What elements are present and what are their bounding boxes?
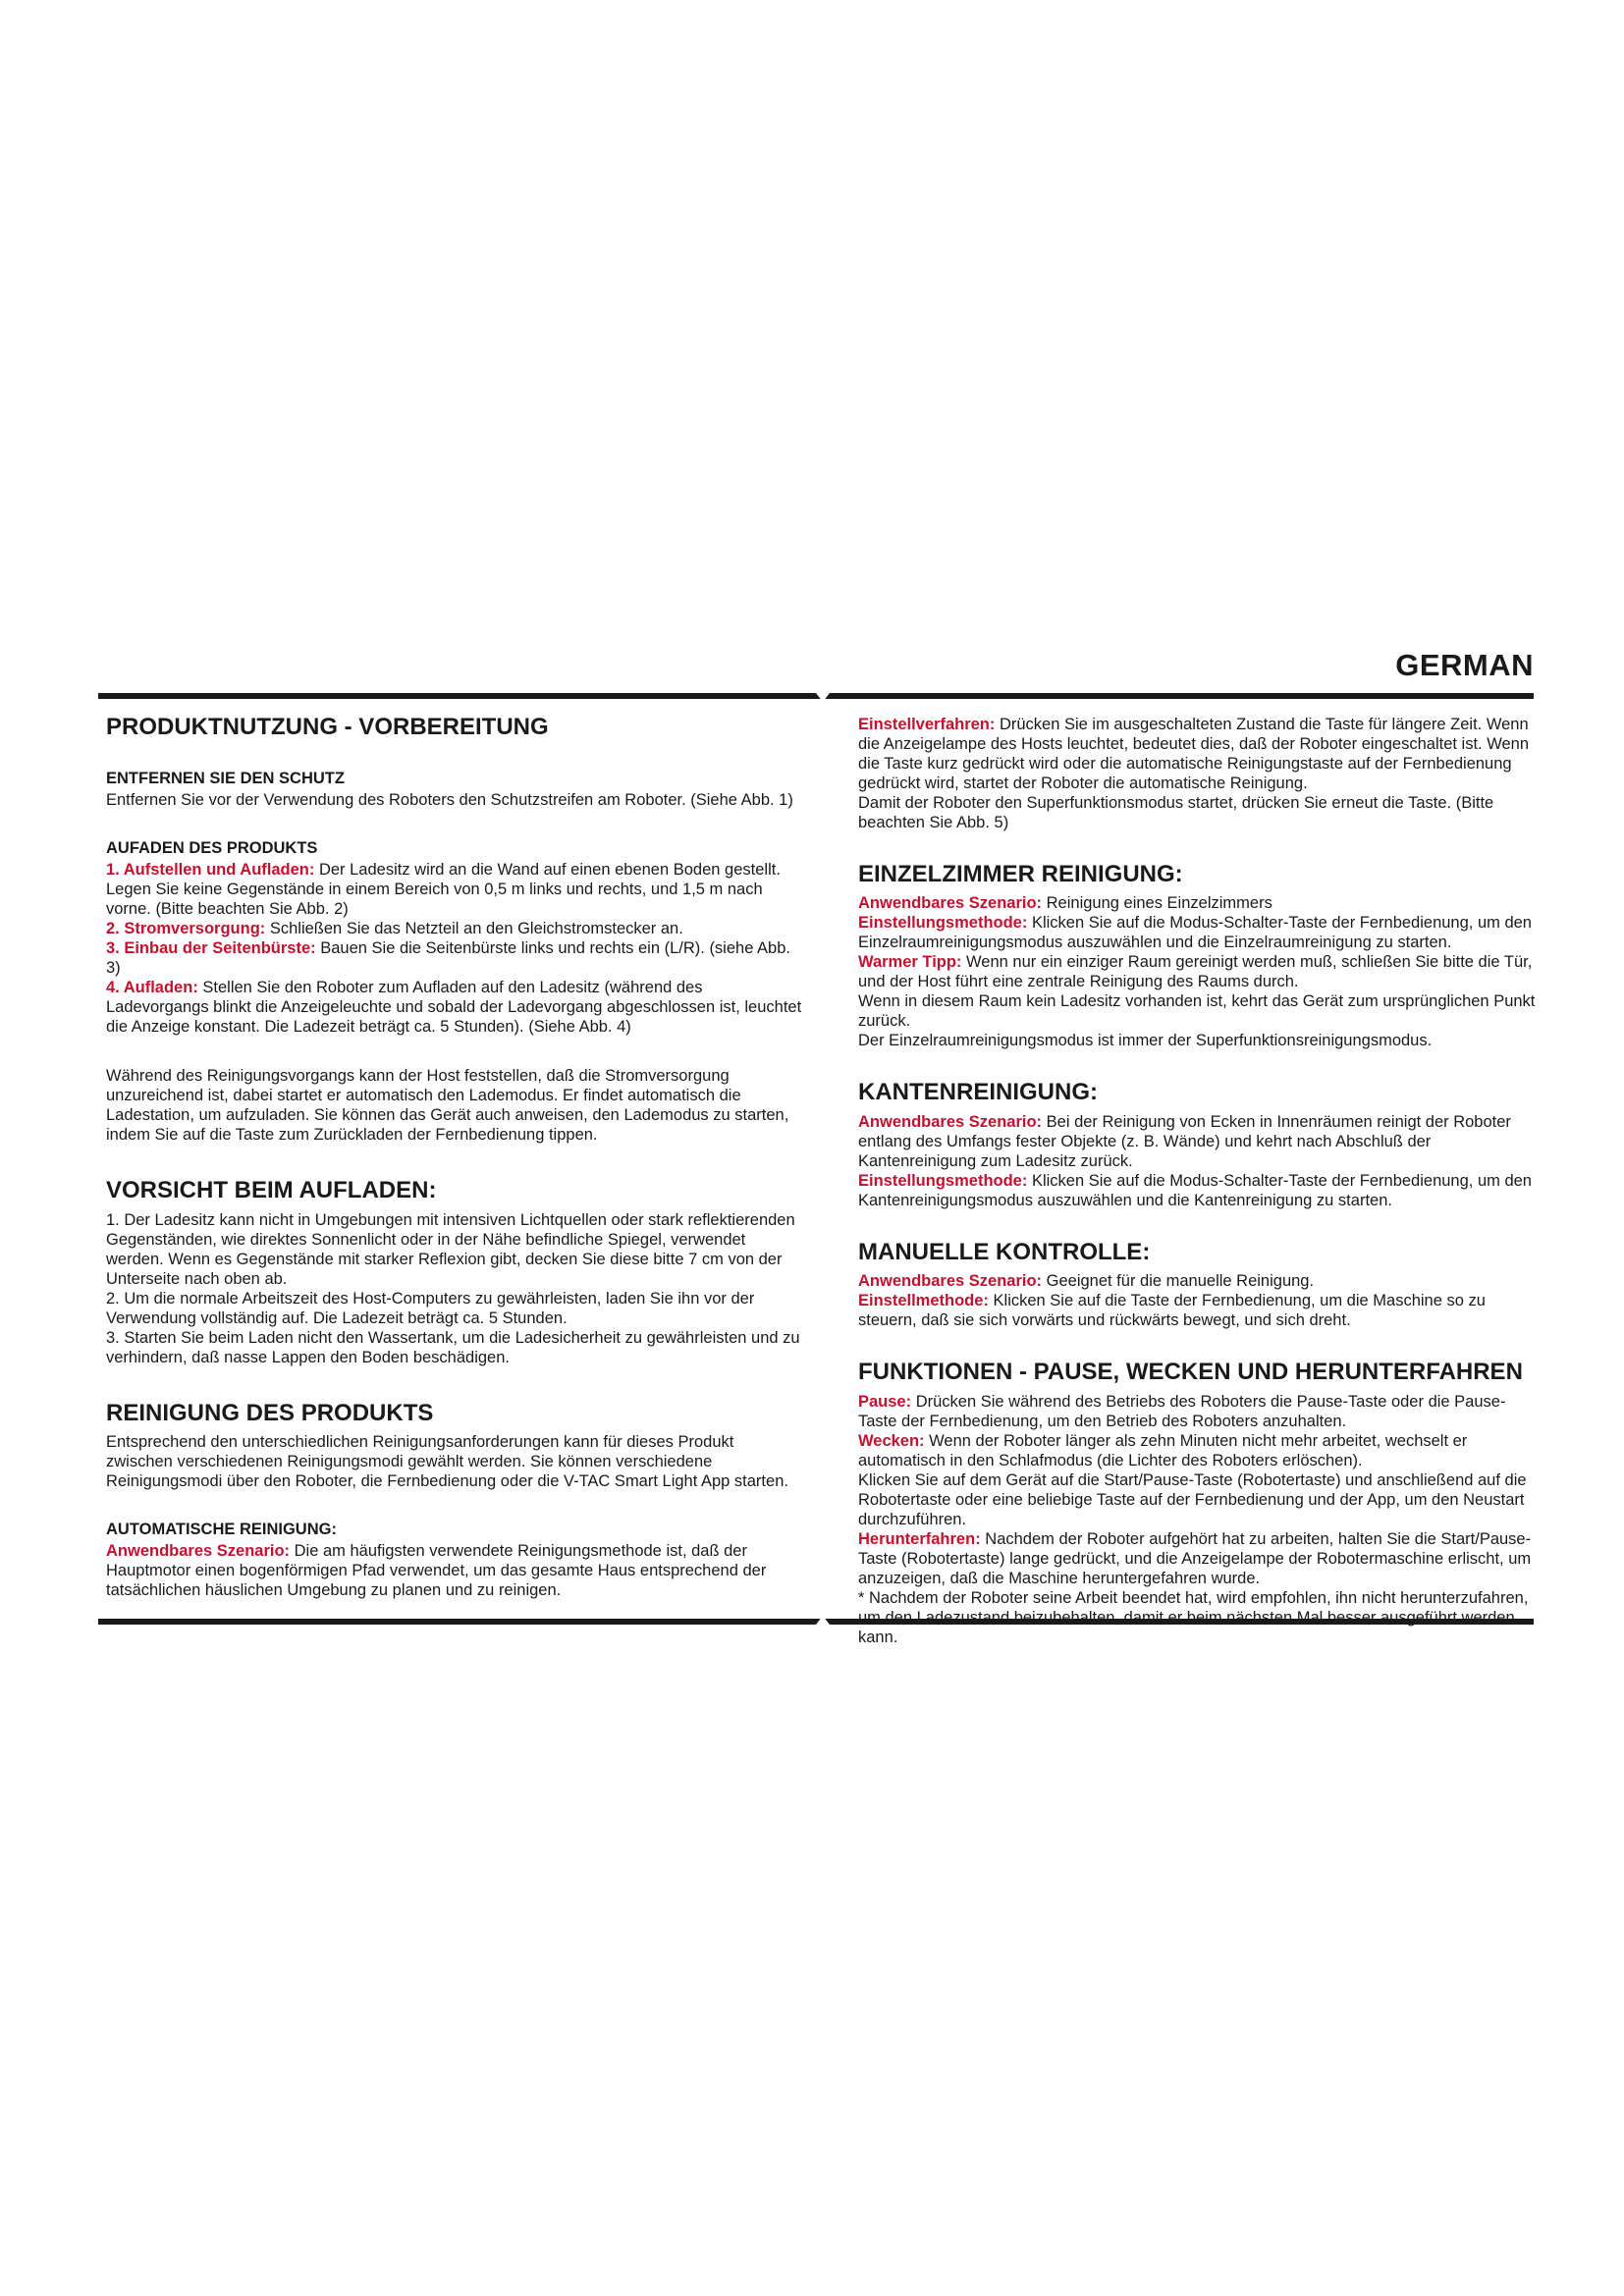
edge-item-2-label: Einstellungsmethode: [858,1171,1028,1190]
edge-item-1 [858,1112,1542,1171]
charging-item-2 [106,919,803,938]
functions-heading: FUNKTIONEN - PAUSE, WECKEN UND HERUNTERFAHREN [858,1359,1523,1386]
single-room-heading: EINZELZIMMER REINIGUNG: [858,861,1183,887]
auto-cleaning-label: Anwendbares Szenario: [106,1542,291,1561]
setup-text-2: Damit der Roboter den Superfunktionsmodus startet, drücken Sie erneut die Taste. (Bitte beachten Sie Abb. 5) [858,794,1494,831]
shutdown-body: Nachdem der Roboter aufgehört hat zu arbeiten, halten Sie die Start/Pause-Taste (Robotertaste) lange gedrückt, und die Anzeigelampe der Robotermaschine erlischt, um anzuzeigen, daß die Maschine heruntergefahren wurde. [858,1529,1532,1587]
charging-item-1-label: 1. Aufstellen und Aufladen: [106,861,315,880]
charging-item-3 [106,938,803,978]
setup-text [858,715,1542,793]
pause-label: Pause: [858,1392,912,1411]
manual-item-2-text: Klicken Sie auf die Taste der Fernbedienung, um die Maschine so zu steuern, daß sie sich vorwärts und rückwärts bewegt, und sich dreht. [858,1292,1486,1330]
page-title: PRODUKTNUTZUNG - VORBEREITUNG [106,714,549,740]
shutdown-text [858,1529,1542,1588]
caution-line-1: 1. Der Ladesitz kann nicht in Umgebungen mit intensiven Lichtquellen oder stark reflektierenden Gegenständen, wie direktes Sonnenlicht oder in der Nähe befindliche Spiegel, verwendet werden. Wenn es Gegenstände mit starker Reflexion gibt, decken Sie diese bitte 7 cm von der Unterseite nach oben ab. [106,1210,795,1288]
edge-item-2 [858,1171,1542,1210]
charging-item-3-label: 3. Einbau der Seitenbürste: [106,939,316,958]
auto-cleaning-text [106,1541,803,1600]
single-room-item-1-text: Reinigung eines Einzelzimmers [1042,894,1272,913]
charging-item-1 [106,860,803,919]
right-column [858,715,1542,1647]
single-room-plain-2: Der Einzelraumreinigungsmodus ist immer der Superfunktionsreinigungsmodus. [858,1032,1433,1050]
top-divider-notch [816,693,830,702]
charging-item-4-text: Stellen Sie den Roboter zum Aufladen auf den Ladesitz (während des Ladevorgangs blinkt die Anzeigeleuchte und sobald der Ladevorgang abgeschlossen ist, leuchtet die Anzeige konstant. Die Ladezeit beträgt ca. 5 Stunden). (Siehe Abb. 4) [106,979,802,1037]
manual-item-1-text: Geeignet für die manuelle Reinigung. [1042,1272,1315,1291]
shutdown-label: Herunterfahren: [858,1529,981,1548]
charging-item-3-text: Bauen Sie die Seitenbürste links und rechts ein (L/R). (siehe Abb. 3) [106,939,790,978]
wake-label: Wecken: [858,1431,925,1450]
charging-item-4-label: 4. Aufladen: [106,979,198,997]
manual-item-2-label: Einstellmethode: [858,1292,989,1310]
charging-item-2-text: Schließen Sie das Netzteil an den Gleichstromstecker an. [265,920,683,938]
auto-cleaning-heading: AUTOMATISCHE REINIGUNG: [106,1521,337,1539]
single-room-item-2 [858,913,1542,952]
single-room-item-2-text: Klicken Sie auf die Modus-Schalter-Taste der Fernbedienung, um den Einzelraumreinigungsmodus auszuwählen und die Einzelraumreinigung zu starten. [858,914,1532,952]
remove-protection-text: Entfernen Sie vor der Verwendung des Roboters den Schutzstreifen am Roboter. (Siehe Abb. 1) [106,791,793,810]
charging-item-4 [106,978,803,1037]
auto-cleaning-body: Die am häufigsten verwendete Reinigungsmethode ist, daß der Hauptmotor einen bogenförmigen Pfad verwendet, um das gesamte Haus entsprechend der tatsächlichen häuslichen Umgebung zu planen und zu reinigen. [106,1542,767,1600]
functions-note: * Nachdem der Roboter seine Arbeit beendet hat, wird empfohlen, ihn nicht herunterzufahren, um den Ladezustand beizubehalten, damit er beim nächsten Mal besser ausgeführt werden kann. [858,1588,1529,1646]
setup-label: Einstellverfahren: [858,716,996,733]
single-room-item-3-label: Warmer Tipp: [858,953,962,972]
edge-item-1-text: Bei der Reinigung von Ecken in Innenräumen reinigt der Roboter entlang des Umfangs fester Objekte (z. B. Wände) und kehrt nach Abschluß der Kantenreinigung zum Ladesitz zurück. [858,1112,1511,1170]
single-room-plain-1: Wenn in diesem Raum kein Ladesitz vorhanden ist, kehrt das Gerät zum ursprünglichen Punkt zurück. [858,992,1536,1031]
wake-text-2: Klicken Sie auf dem Gerät auf die Start/Pause-Taste (Robotertaste) und anschließend auf die Robotertaste oder eine beliebige Taste auf der Fernbedienung und der App, um den Neustart durchzuführen. [858,1470,1527,1528]
charging-heading: AUFADEN DES PRODUKTS [106,839,318,858]
pause-body: Drücken Sie während des Betriebs des Roboters die Pause-Taste oder die Pause-Taste der Fernbedienung, um den Betrieb des Roboters anzuhalten. [858,1392,1506,1430]
edge-item-2-text: Klicken Sie auf die Modus-Schalter-Taste der Fernbedienung, um den Kantenreinigungsmodus auszuwählen und die Kantenreinigung zu starten. [858,1171,1532,1209]
edge-heading: KANTENREINIGUNG: [858,1079,1098,1106]
single-room-item-1 [858,893,1542,913]
single-room-item-3 [858,952,1542,991]
pause-text [858,1392,1542,1431]
manual-item-1 [858,1271,1542,1291]
charging-note: Während des Reinigungsvorgangs kann der Host feststellen, daß die Stromversorgung unzureichend ist, dabei startet er automatisch den Lademodus. Er findet automatisch die Ladestation, um aufzuladen. Sie können das Gerät auch anweisen, den Lademodus zu starten, indem Sie auf die Taste zum Zurückladen der Fernbedienung tippen. [106,1067,789,1145]
caution-heading: VORSICHT BEIM AUFLADEN: [106,1177,437,1204]
single-room-item-1-label: Anwendbares Szenario: [858,894,1043,913]
single-room-item-3-text: Wenn nur ein einziger Raum gereinigt werden muß, schließen Sie bitte die Tür, und der Host führt eine zentrale Reinigung des Raums durch. [858,953,1533,991]
remove-protection-heading: ENTFERNEN SIE DEN SCHUTZ [106,770,345,788]
cleaning-heading: REINIGUNG DES PRODUKTS [106,1399,434,1426]
charging-item-1-text: Der Ladesitz wird an die Wand auf einen ebenen Boden gestellt. Legen Sie keine Gegenstände in einem Bereich von 0,5 m links und rechts, und 1,5 m nach vorne. (Bitte beachten Sie Abb. 2) [106,861,781,919]
left-column [106,715,803,1600]
bottom-divider-notch [816,1616,830,1625]
manual-item-2 [858,1291,1542,1330]
manual-heading: MANUELLE KONTROLLE: [858,1238,1151,1265]
wake-body: Wenn der Roboter länger als zehn Minuten nicht mehr arbeitet, wechselt er automatisch in den Schlafmodus (die Lichter des Roboters erlöschen). [858,1431,1468,1469]
single-room-item-2-label: Einstellungsmethode: [858,914,1028,933]
charging-item-2-label: 2. Stromversorgung: [106,920,266,938]
cleaning-text: Entsprechend den unterschiedlichen Reinigungsanforderungen kann für dieses Produkt zwischen verschiedenen Reinigungsmodi gewählt werden. Sie können verschiedene Reinigungsmodi über den Roboter, die Fernbedienung oder die V-TAC Smart Light App starten. [106,1433,788,1491]
caution-line-3: 3. Starten Sie beim Laden nicht den Wassertank, um die Ladesicherheit zu gewährleisten und zu verhindern, daß nasse Lappen den Boden beschädigen. [106,1328,800,1366]
wake-text [858,1431,1542,1470]
caution-line-2: 2. Um die normale Arbeitszeit des Host-Computers zu gewährleisten, laden Sie ihn vor der Verwendung vollständig auf. Die Ladezeit beträgt ca. 5 Stunden. [106,1289,755,1327]
setup-body: Drücken Sie im ausgeschalteten Zustand die Taste für längere Zeit. Wenn die Anzeigelampe des Hosts leuchtet, bedeutet dies, daß der Roboter eingeschaltet ist. Wenn die Taste kurz gedrückt wird oder die automatische Reinigungstaste auf der Fernbedienung gedrückt wird, startet der Roboter die automatische Reinigung. [858,716,1530,792]
edge-item-1-label: Anwendbares Szenario: [858,1112,1043,1131]
language-label: GERMAN [1395,648,1534,682]
manual-item-1-label: Anwendbares Szenario: [858,1272,1043,1291]
